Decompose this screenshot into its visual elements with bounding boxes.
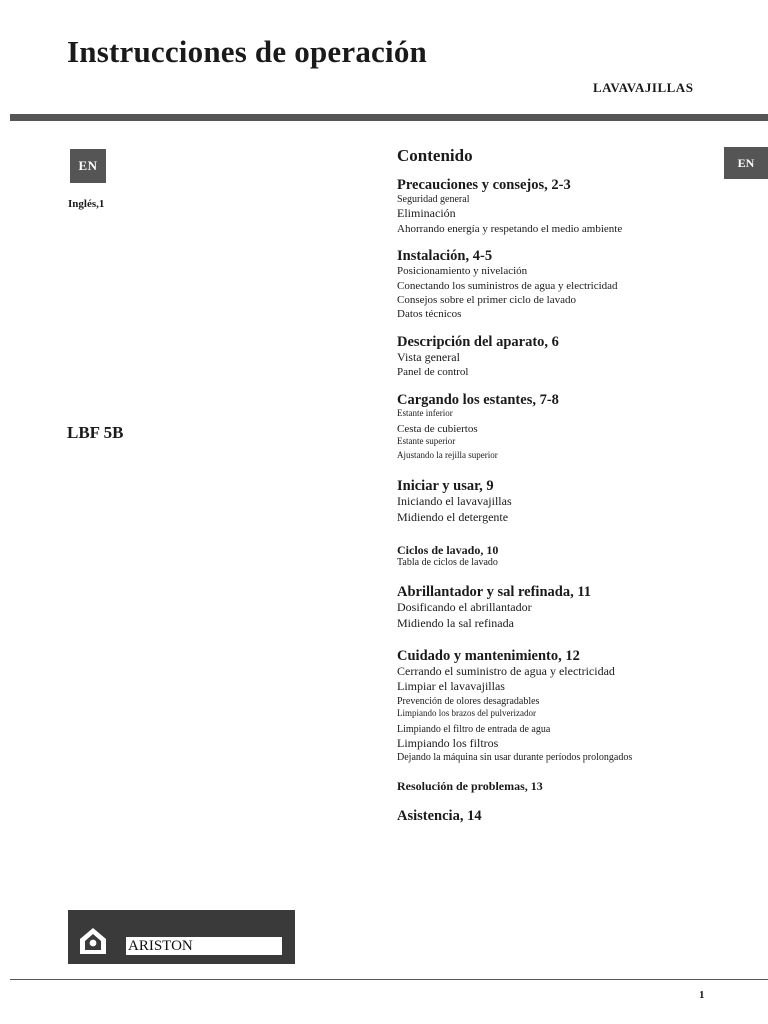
header-divider [10, 114, 768, 121]
toc-item: Ajustando la rejilla superior [397, 449, 498, 460]
toc-item: Cesta de cubiertos [397, 422, 478, 435]
toc-item: Limpiando los brazos del pulverizador [397, 708, 536, 719]
toc-item: Iniciando el lavavajillas [397, 494, 512, 509]
toc-section-maintenance [397, 649, 727, 765]
toc-section-cycles [397, 544, 727, 570]
table-of-contents [397, 146, 727, 837]
toc-item: Limpiar el lavavajillas [397, 679, 505, 694]
toc-heading: Contenido [397, 146, 473, 165]
toc-item: Datos técnicos [397, 308, 462, 321]
toc-item: Estante superior [397, 435, 456, 446]
toc-section-start [397, 479, 727, 525]
document-title: Instrucciones de operación [67, 34, 427, 69]
toc-section-description [397, 335, 727, 380]
page-number: 1 [699, 989, 705, 1001]
toc-item: Eliminación [397, 206, 456, 221]
toc-section-precautions [397, 178, 727, 236]
toc-section-title: Resolución de problemas, 13 [397, 779, 543, 794]
toc-item: Conectando los suministros de agua y electricidad [397, 279, 618, 292]
document-subtitle: LAVAVAJILLAS [593, 80, 694, 95]
toc-section-installation [397, 249, 727, 321]
toc-section-assistance [397, 809, 727, 824]
toc-item: Cerrando el suministro de agua y electricidad [397, 663, 615, 678]
toc-section-title: Cargando los estantes, 7-8 [397, 391, 559, 408]
toc-item: Dejando la máquina sin usar durante períodos prolongados [397, 752, 633, 764]
language-page-ref: Inglés,1 [68, 198, 105, 210]
toc-section-title: Iniciar y usar, 9 [397, 478, 494, 495]
toc-item: Estante inferior [397, 407, 453, 418]
toc-item: Posicionamiento y nivelación [397, 265, 528, 278]
toc-section-troubleshooting [397, 780, 727, 793]
toc-section-title: Asistencia, 14 [397, 807, 482, 824]
toc-section-rinse-aid [397, 585, 727, 631]
toc-item: Seguridad general [397, 194, 470, 206]
toc-item: Dosificando el abrillantador [397, 600, 532, 615]
toc-item: Tabla de ciclos de lavado [397, 557, 498, 569]
toc-item: Limpiando el filtro de entrada de agua [397, 723, 551, 735]
toc-section-title: Precauciones y consejos, 2-3 [397, 177, 571, 193]
language-label-left: EN [70, 149, 106, 183]
brand-logo [68, 910, 295, 964]
language-label-right: EN [724, 147, 768, 179]
toc-section-title: Ciclos de lavado, 10 [397, 542, 499, 557]
model-number: LBF 5B [67, 423, 124, 442]
toc-item: Prevención de olores desagradables [397, 696, 540, 708]
toc-item: Ahorrando energía y respetando el medio ambiente [397, 222, 623, 235]
toc-section-loading [397, 393, 727, 462]
toc-item: Panel de control [397, 366, 469, 379]
toc-item: Midiendo la sal refinada [397, 616, 514, 631]
toc-section-title: Descripción del aparato, 6 [397, 333, 559, 350]
toc-item: Consejos sobre el primer ciclo de lavado [397, 293, 577, 306]
house-logo-icon [78, 926, 108, 956]
toc-item: Vista general [397, 349, 460, 364]
footer-divider [10, 979, 768, 980]
toc-item: Midiendo el detergente [397, 510, 509, 525]
toc-section-title: Abrillantador y sal refinada, 11 [397, 584, 592, 601]
brand-name: ARISTON [126, 937, 282, 955]
toc-section-title: Instalación, 4-5 [397, 248, 493, 265]
toc-item: Limpiando los filtros [397, 735, 499, 750]
toc-section-title: Cuidado y mantenimiento, 12 [397, 647, 580, 664]
